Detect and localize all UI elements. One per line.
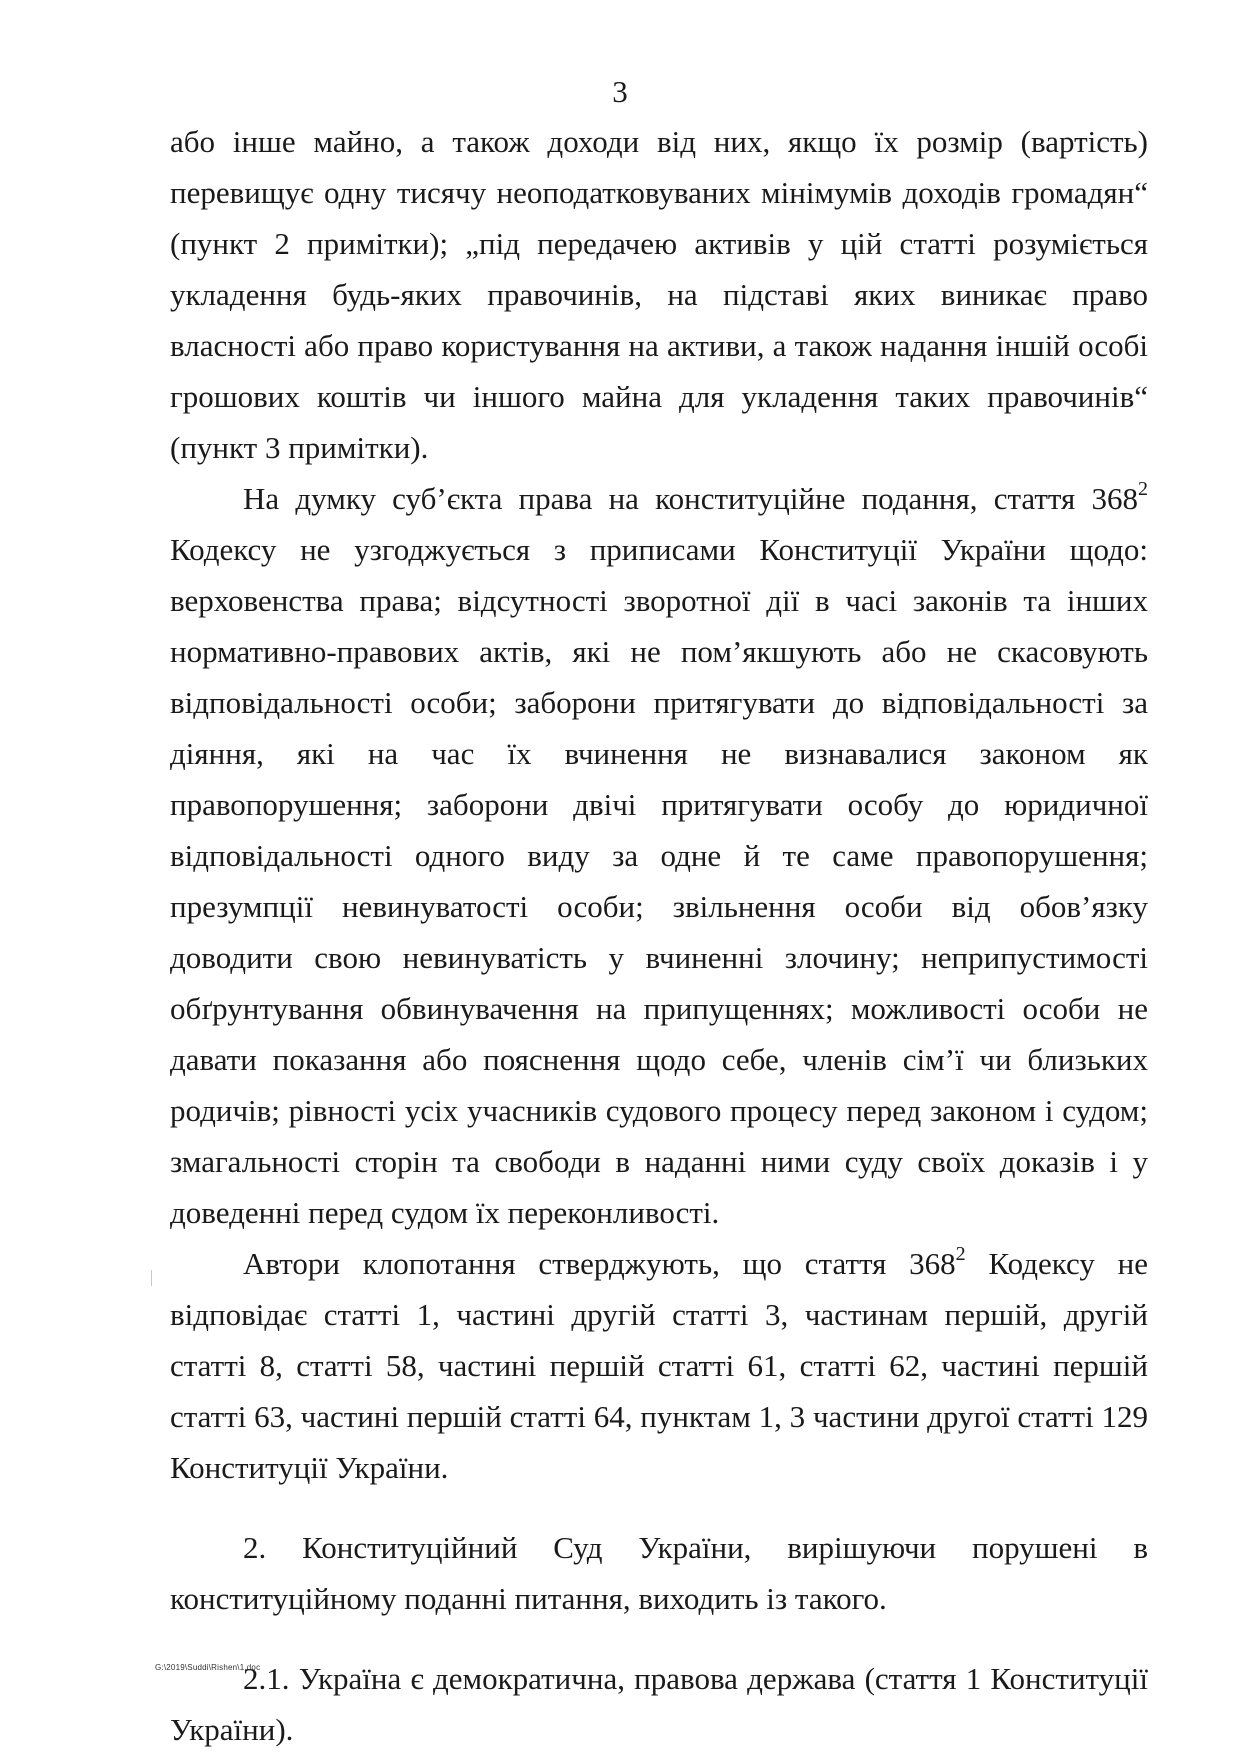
section-2-1: 2.1. Україна є демократична, правова держава (стаття 1 Конституції України).: [170, 1661, 1148, 1747]
section-2-intro: 2. Конституційний Суд України, вирішуючи порушені в конституційному поданні питання, виходить із такого.: [170, 1530, 1156, 1616]
document-body: [170, 116, 1156, 1755]
article-superscript: 2: [1138, 478, 1148, 500]
margin-mark: [151, 1270, 152, 1286]
article-superscript: 2: [955, 1243, 966, 1265]
footer-file-path: G:\2019\Suddi\Rishen\1.doc: [155, 1663, 261, 1672]
paragraph-text-before-superscript: Автори клопотання стверджують, що стаття 368: [243, 1246, 956, 1281]
paragraph-text-after-superscript: Кодексу не відповідає статті 1, частині другій статті 3, частинам першій, другій статті 8, статті 58, частині першій статті 61, статті 62, частині першій статті 63, частині першій статті 64, пунктам 1, 3 частини другої статті 129 Конституції України.: [170, 1246, 1148, 1485]
paragraph-subject-opinion: [170, 473, 1148, 1238]
paragraph-continuation: або інше майно, а також доходи від них, якщо їх розмір (вартість) перевищує одну тисячу неоподатковуваних мінімумів доходів громадян“ (пункт 2 примітки); „під передачею активів у цій статті розуміється укладення будь-яких правочинів, на підставі яких виникає право власності або право користування на активи, а також надання іншій особі грошових коштів чи іншого майна для укладення таких правочинів“ (пункт 3 примітки).: [170, 124, 1148, 465]
paragraph-text-after-superscript: Кодексу не узгоджується з приписами Конституції України щодо: верховенства права; відсутності зворотної дії в часі законів та інших нормативно-правових актів, які не пом’якшують або не скасовують відповідальності особи; заборони притягувати до відповідальності за діяння, які на час їх вчинення не визнавалися законом як правопорушення; заборони двічі притягувати особу до юридичної відповідальності одного виду за одне й те саме правопорушення; презумпції невинуватості особи; звільнення особи від обов’язку доводити свою невинуватість у вчиненні злочину; неприпустимості обґрунтування обвинувачення на припущеннях; можливості особи не давати показання або пояснення щодо себе, членів сім’ї чи близьких родичів; рівності усіх учасників судового процесу перед законом і судом; змагальності сторін та свободи в наданні ними суду своїх доказів і у доведенні перед судом їх переконливості.: [170, 532, 1148, 1230]
paragraph-petitioners-claim: [170, 1238, 1148, 1493]
page-number: 3: [612, 74, 628, 109]
paragraph-text-before-superscript: На думку суб’єкта права на конституційне подання, стаття 368: [243, 481, 1138, 516]
